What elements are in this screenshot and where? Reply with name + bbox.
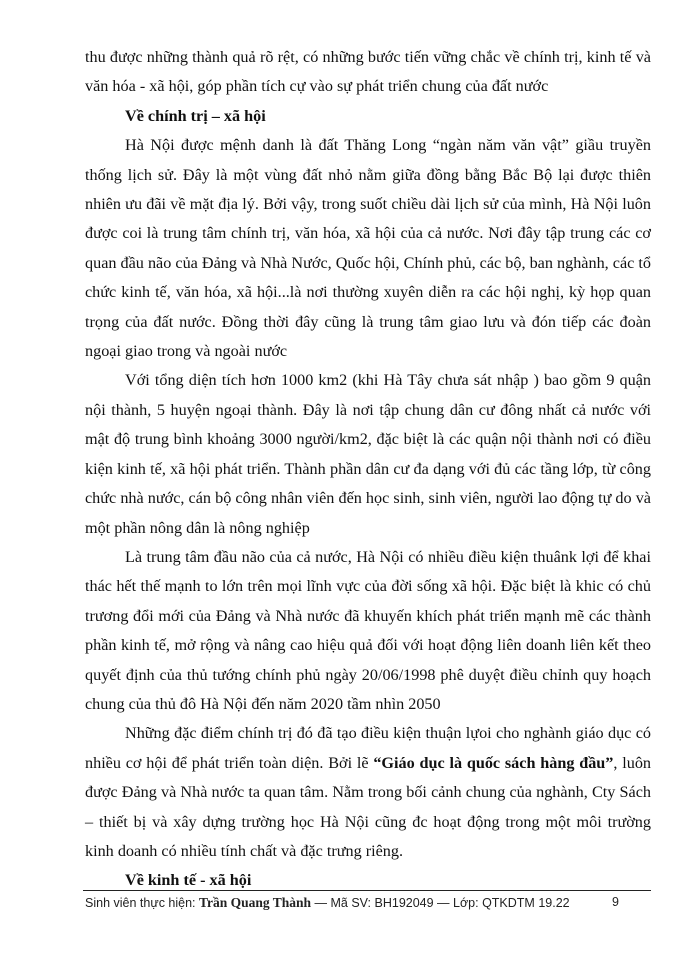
section-heading-economy: Về kinh tế - xã hội — [125, 871, 252, 890]
page-body — [85, 43, 651, 896]
footer-label: Sinh viên thực hiện: — [85, 896, 199, 910]
education-slogan: “Giáo dục là quốc sách hàng đầu” — [373, 753, 614, 772]
paragraph-area-population: Với tổng diện tích hơn 1000 km2 (khi Hà Tây chưa sát nhập ) bao gồm 9 quận nội thành, 5 huyện ngoại thành. Đây là nơi tập chung dân cư đông nhất cả nước với mật độ trung bình khoảng 3000 người/km2, đặc biệt là các quận nội thành nơi có điều kiện kinh tế, xã hội phát triển. Thành phần dân cư đa dạng với đủ các tầng lớp, từ công chức nhà nước, cán bộ công nhân viên đến học sinh, sinh viên, người lao động tự do và một phần nông dân là nông nghiệp — [85, 371, 651, 537]
page-number: 9 — [612, 895, 619, 909]
section-heading-politics: Về chính trị – xã hội — [125, 106, 266, 125]
paragraph-education-text-b: , luôn được Đảng và Nhà nước ta quan tâm. Nằm trong bối cảnh chung của nghành, Cty Sách – thiết bị và xây dựng trường học Hà Nội cũng đc hoạt động trong một môi trường kinh doanh có nhiều tính chất và đặc trưng riêng. — [85, 753, 652, 860]
paragraph-economic-center: Là trung tâm đầu não của cả nước, Hà Nội có nhiều điều kiện thuânk lợi để khai thác hết thế mạnh to lớn trên mọi lĩnh vực của đời sống xã hội. Đặc biệt là khic có chủ trương đổi mới của Đảng và Nhà nước đã khuyến khích phát triển mạnh mẽ các thành phần kinh tế, mở rộng và nâng cao hiệu quả đối với hoạt động liên doanh liên kết theo quyết định của thủ tướng chính phủ ngày 20/06/1998 phê duyệt điều chỉnh quy hoạch chung của thủ đô Hà Nội đến năm 2020 tầm nhìn 2050 — [85, 547, 651, 713]
paragraph-intro: thu được những thành quả rõ rệt, có những bước tiến vững chắc về chính trị, kinh tế và văn hóa - xã hội, góp phần tích cự vào sự phát triển chung của đất nước — [85, 48, 651, 96]
student-name: Trần Quang Thành — [199, 895, 312, 910]
paragraph-hanoi-history: Hà Nội được mệnh danh là đất Thăng Long “ngàn năm văn vật” giầu truyền thống lịch sử. Đây là một vùng đất nhỏ nằm giữa đồng bằng Bắc Bộ lại được thiên nhiên ưu đãi về mặt địa lý. Bởi vậy, trong suốt chiều dài lịch sử của mình, Hà Nội luôn được coi là trung tâm chính trị, văn hóa, xã hội của cả nước. Nơi đây tập trung các cơ quan đầu não của Đảng và Nhà Nước, Quốc hội, Chính phủ, các bộ, ban nghành, các tổ chức kinh tế, văn hóa, xã hội...là nơi thường xuyên diễn ra các hội nghị, kỳ họp quan trọng của đất nước. Đồng thời đây cũng là trung tâm giao lưu và đón tiếp các đoàn ngoại giao trong và ngoài nước — [85, 136, 651, 361]
paragraph-education-text-a: Những đặc điểm chính trị đó đã tạo điều kiện thuận lựoi cho nghành giáo dục có nhiều cơ hội để phát triển toàn diện. Bởi lẽ — [85, 724, 651, 772]
footer-student-info: — Mã SV: BH192049 — Lớp: QTKDTM 19.22 — [311, 896, 570, 910]
page-footer — [85, 895, 651, 915]
paragraph-education — [85, 719, 651, 866]
footer-divider — [83, 890, 651, 891]
